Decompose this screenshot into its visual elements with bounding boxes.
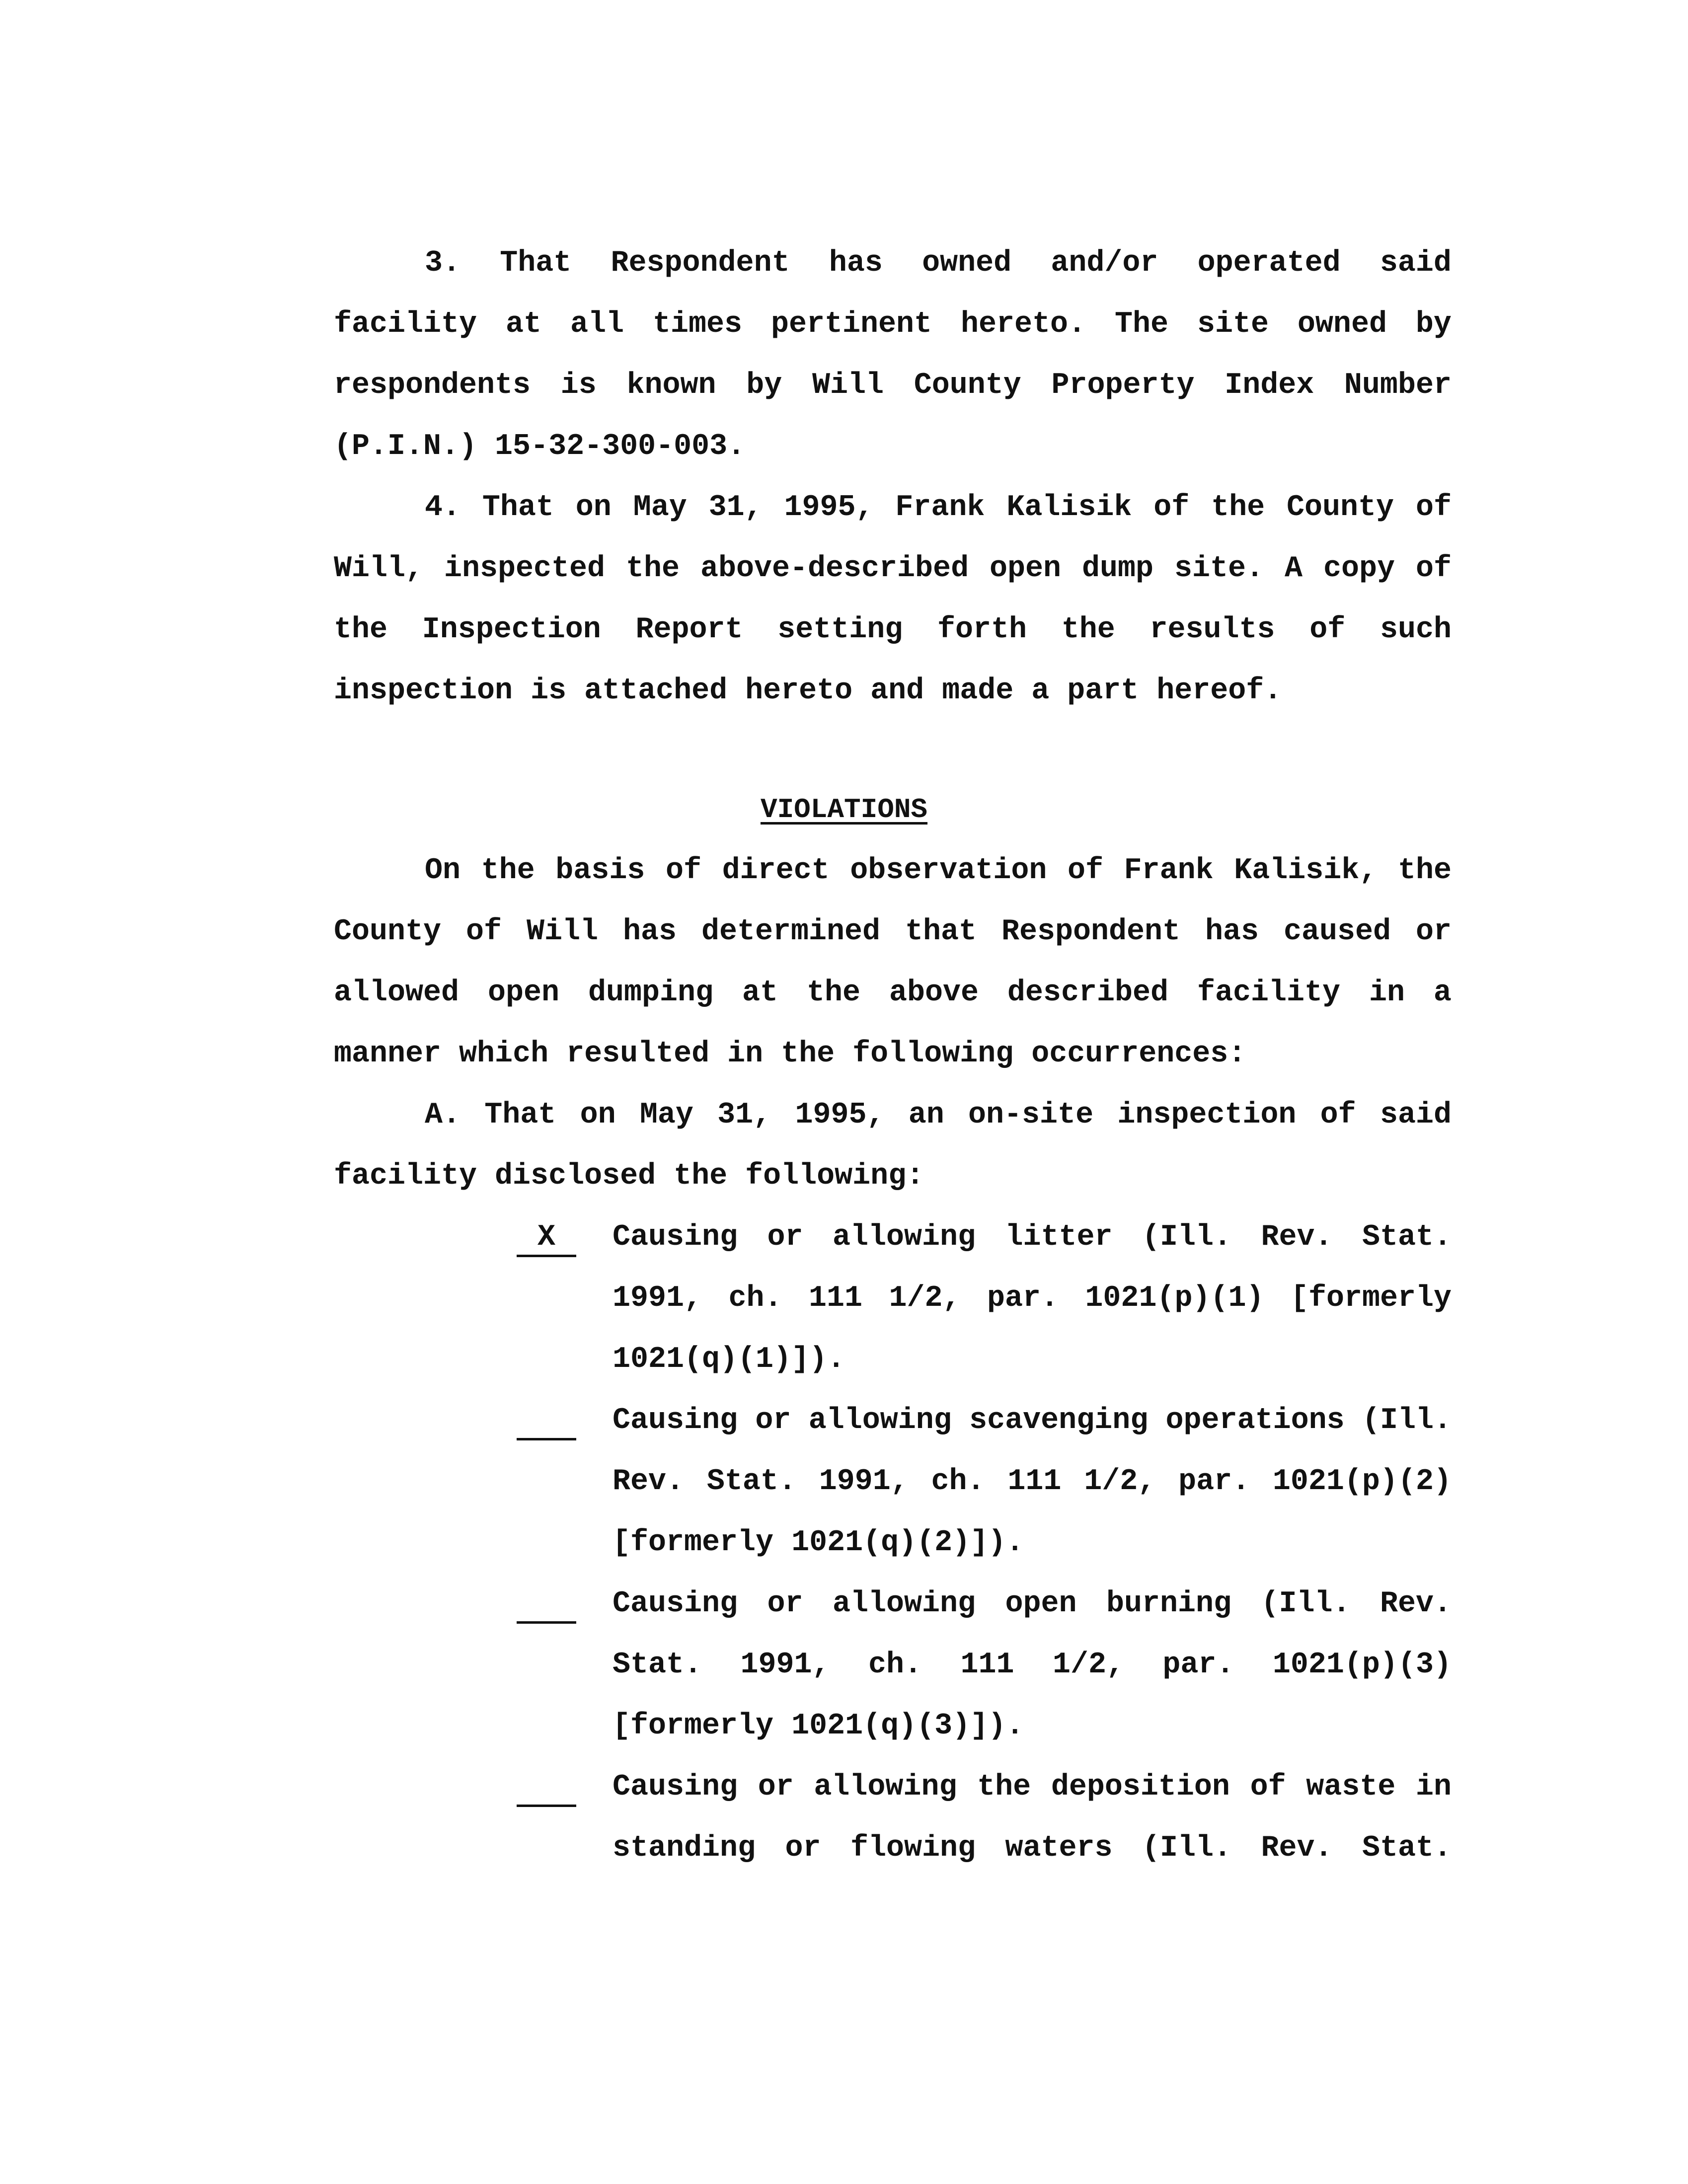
item-a-line-1 <box>425 1095 1452 1135</box>
word: and/or <box>1051 246 1158 280</box>
word: facility <box>1197 976 1340 1010</box>
word: pertinent <box>770 307 932 341</box>
word: Causing <box>613 1770 738 1804</box>
word: Kalisik, <box>1234 854 1378 888</box>
word: May <box>639 1098 693 1132</box>
word: has <box>829 246 883 280</box>
word: dumping <box>588 976 714 1010</box>
word: (Ill. <box>1142 1831 1231 1865</box>
violations-heading-text: VIOLATIONS <box>760 794 928 826</box>
word: ch. <box>931 1465 985 1499</box>
word: the <box>481 854 535 888</box>
word: operations <box>1165 1404 1345 1437</box>
word: made <box>942 674 1014 708</box>
word: the <box>334 613 388 647</box>
word: Stat. <box>1362 1831 1452 1865</box>
word: that <box>905 915 977 949</box>
word: waste <box>1306 1770 1396 1804</box>
word: attached <box>584 674 728 708</box>
word: on-site <box>968 1098 1094 1132</box>
word: Inspection <box>422 613 601 647</box>
word: the <box>781 1037 835 1071</box>
word: disclosed <box>495 1159 656 1193</box>
word: 1021(p)(1) <box>1085 1281 1264 1315</box>
word: Number <box>1344 369 1452 402</box>
violations-intro-line-4 <box>334 1034 1452 1074</box>
word: 31, <box>717 1098 771 1132</box>
word: owned <box>1297 307 1387 341</box>
word: 111 <box>960 1648 1014 1682</box>
word: standing <box>613 1831 756 1865</box>
checklist-mark-3 <box>517 1584 576 1624</box>
word: 31, <box>708 491 763 525</box>
checklist-item-4-line-1 <box>613 1767 1452 1807</box>
word: 1991, <box>819 1465 909 1499</box>
word: copy <box>1323 552 1395 586</box>
word: ch. <box>728 1281 782 1315</box>
word: open <box>1005 1587 1077 1621</box>
word: is <box>531 674 567 708</box>
word: (P.I.N.) <box>334 430 477 463</box>
word: deposition <box>1051 1770 1230 1804</box>
word: the <box>806 976 860 1010</box>
word: on <box>580 1098 616 1132</box>
word: Stat. <box>613 1648 702 1682</box>
word: or <box>767 1220 803 1254</box>
word: Frank <box>1124 854 1214 888</box>
word: 111 <box>808 1281 862 1315</box>
violations-intro-line-3 <box>334 973 1452 1013</box>
checklist-mark-1: X <box>517 1217 576 1257</box>
word: has <box>1205 915 1259 949</box>
word: the <box>626 552 680 586</box>
word: the <box>1061 613 1115 647</box>
word: times <box>652 307 742 341</box>
word: occurrences: <box>1031 1037 1246 1071</box>
word: 1/2, <box>889 1281 961 1315</box>
word: par. <box>1162 1648 1234 1682</box>
word: respondents <box>334 369 531 402</box>
word: hereof. <box>1156 674 1282 708</box>
checklist-item-3-line-2 <box>613 1645 1452 1685</box>
word: inspection <box>334 674 513 708</box>
violations-heading <box>0 790 1688 829</box>
word: by <box>746 369 782 402</box>
word: A. <box>425 1098 461 1132</box>
word: 1991, <box>740 1648 830 1682</box>
word: above <box>889 976 979 1010</box>
word: forth <box>937 613 1027 647</box>
word: Stat. <box>1362 1220 1452 1254</box>
checklist-item-3-line-1 <box>613 1584 1452 1624</box>
word: or <box>758 1770 794 1804</box>
word: following: <box>745 1159 924 1193</box>
checklist-item-4-line-2 <box>613 1828 1452 1868</box>
word: dump <box>1082 552 1154 586</box>
word: setting <box>777 613 903 647</box>
word: County <box>1287 491 1394 525</box>
word: part <box>1067 674 1139 708</box>
word: burning <box>1106 1587 1231 1621</box>
word: waters <box>1005 1831 1113 1865</box>
paragraph-3-line-3 <box>334 366 1452 405</box>
checklist-item-2-line-3 <box>613 1523 1452 1563</box>
word: a <box>1031 674 1050 708</box>
checklist-mark-4 <box>517 1767 576 1807</box>
word: On <box>425 854 461 888</box>
violations-intro-line-2 <box>334 912 1452 952</box>
word: on <box>575 491 612 525</box>
word: facility <box>334 1159 477 1193</box>
word: or <box>767 1587 803 1621</box>
word: 3. <box>425 246 461 280</box>
word: 111 <box>1007 1465 1062 1499</box>
checklist-mark-2 <box>517 1401 576 1440</box>
word: Respondent <box>611 246 790 280</box>
word: 1991, <box>613 1281 702 1315</box>
word: the <box>977 1770 1031 1804</box>
word: manner <box>334 1037 442 1071</box>
paragraph-4-line-1 <box>425 488 1452 527</box>
word: That <box>500 246 572 280</box>
word: in <box>1369 976 1405 1010</box>
word: a <box>1433 976 1452 1010</box>
word: following <box>852 1037 1014 1071</box>
word: Will, <box>334 552 424 586</box>
word: (Ill. <box>1142 1220 1231 1254</box>
paragraph-3-line-1 <box>425 243 1452 283</box>
word: all <box>570 307 624 341</box>
checklist-item-3-line-3 <box>613 1706 1452 1746</box>
word: is <box>560 369 597 402</box>
word: or <box>755 1404 791 1437</box>
word: That <box>482 491 554 525</box>
word: has <box>622 915 677 949</box>
checklist-item-1-line-1 <box>613 1217 1452 1257</box>
word: said <box>1380 1098 1452 1132</box>
word: A <box>1284 552 1303 586</box>
word: 1021(q)(2)]). <box>791 1526 1024 1560</box>
word: litter <box>1005 1220 1113 1254</box>
word: of <box>1415 491 1452 525</box>
word: of <box>466 915 502 949</box>
paragraph-4-line-3 <box>334 610 1452 650</box>
checklist-item-2-line-2 <box>613 1462 1452 1502</box>
checklist-item-2-line-1 <box>613 1401 1452 1440</box>
word: allowing <box>832 1220 976 1254</box>
word: par. <box>987 1281 1059 1315</box>
word: 15-32-300-003. <box>495 430 746 463</box>
word: allowed <box>334 976 460 1010</box>
word: of <box>1309 613 1346 647</box>
word: of <box>665 854 701 888</box>
word: (Ill. <box>1362 1404 1452 1437</box>
word: inspection <box>1117 1098 1297 1132</box>
word: ch. <box>868 1648 922 1682</box>
word: 1/2, <box>1052 1648 1124 1682</box>
word: Rev. <box>1261 1220 1333 1254</box>
word: Property <box>1051 369 1195 402</box>
word: at <box>506 307 542 341</box>
word: Will <box>812 369 884 402</box>
word: 1021(p)(2) <box>1272 1465 1452 1499</box>
violations-intro-line-1 <box>425 851 1452 891</box>
word: an <box>908 1098 944 1132</box>
word: Frank <box>895 491 985 525</box>
word: allowing <box>808 1404 952 1437</box>
word: or <box>785 1831 821 1865</box>
word: Index <box>1225 369 1314 402</box>
word: inspected <box>444 552 606 586</box>
word: 1995, <box>795 1098 885 1132</box>
word: Respondent <box>1001 915 1180 949</box>
word: facility <box>334 307 477 341</box>
word: observation <box>850 854 1047 888</box>
word: 1/2, <box>1084 1465 1156 1499</box>
word: of <box>1067 854 1103 888</box>
word: described <box>1007 976 1168 1010</box>
word: and <box>870 674 924 708</box>
word: above-described <box>700 552 969 586</box>
word: owned <box>922 246 1012 280</box>
word: which <box>459 1037 549 1071</box>
word: [formerly <box>1290 1281 1452 1315</box>
word: Kalisik <box>1006 491 1132 525</box>
word: allowing <box>832 1587 976 1621</box>
word: such <box>1380 613 1452 647</box>
word: 4. <box>425 491 461 525</box>
word: County <box>334 915 442 949</box>
word: open <box>488 976 560 1010</box>
word: 1995, <box>784 491 874 525</box>
word: in <box>727 1037 764 1071</box>
word: in <box>1415 1770 1452 1804</box>
word: Rev. <box>1380 1587 1452 1621</box>
checklist-item-1-line-3 <box>613 1340 1452 1379</box>
word: known <box>626 369 716 402</box>
checklist-item-1-line-2 <box>613 1279 1452 1318</box>
word: [formerly <box>613 1709 774 1743</box>
word: the <box>1211 491 1265 525</box>
word: Will <box>526 915 598 949</box>
word: hereto. <box>960 307 1086 341</box>
word: That <box>484 1098 556 1132</box>
word: of <box>1250 1770 1286 1804</box>
word: Causing <box>613 1220 738 1254</box>
paragraph-4-line-4 <box>334 671 1452 711</box>
word: at <box>742 976 778 1010</box>
word: by <box>1415 307 1452 341</box>
word: determined <box>701 915 880 949</box>
paragraph-3-line-2 <box>334 304 1452 344</box>
word: direct <box>722 854 830 888</box>
word: open <box>990 552 1062 586</box>
item-a-line-2 <box>334 1156 1452 1196</box>
word: County <box>914 369 1021 402</box>
paragraph-3-line-4 <box>334 427 1452 466</box>
word: 1021(q)(3)]). <box>791 1709 1024 1743</box>
word: Causing <box>613 1404 738 1437</box>
paragraph-4-line-2 <box>334 549 1452 589</box>
word: Rev. <box>613 1465 685 1499</box>
word: (Ill. <box>1261 1587 1351 1621</box>
word: resulted <box>566 1037 710 1071</box>
word: site <box>1197 307 1269 341</box>
word: Stat. <box>706 1465 796 1499</box>
word: basis <box>555 854 645 888</box>
word: Report <box>635 613 743 647</box>
word: the <box>674 1159 728 1193</box>
word: hereto <box>745 674 853 708</box>
word: caused <box>1283 915 1391 949</box>
word: of <box>1153 491 1190 525</box>
word: the <box>1397 854 1452 888</box>
word: 1021(q)(1)]). <box>613 1343 845 1376</box>
word: par. <box>1178 1465 1250 1499</box>
word: flowing <box>850 1831 976 1865</box>
word: site. <box>1174 552 1264 586</box>
word: [formerly <box>613 1526 774 1560</box>
word: 1021(p)(3) <box>1272 1648 1452 1682</box>
word: allowing <box>814 1770 957 1804</box>
word: or <box>1415 915 1452 949</box>
word: The <box>1114 307 1168 341</box>
word: Rev. <box>1261 1831 1333 1865</box>
word: of <box>1320 1098 1356 1132</box>
word: Causing <box>613 1587 738 1621</box>
word: operated <box>1197 246 1341 280</box>
word: scavenging <box>969 1404 1149 1437</box>
word: said <box>1380 246 1452 280</box>
word: of <box>1415 552 1452 586</box>
word: May <box>633 491 687 525</box>
word: results <box>1150 613 1275 647</box>
